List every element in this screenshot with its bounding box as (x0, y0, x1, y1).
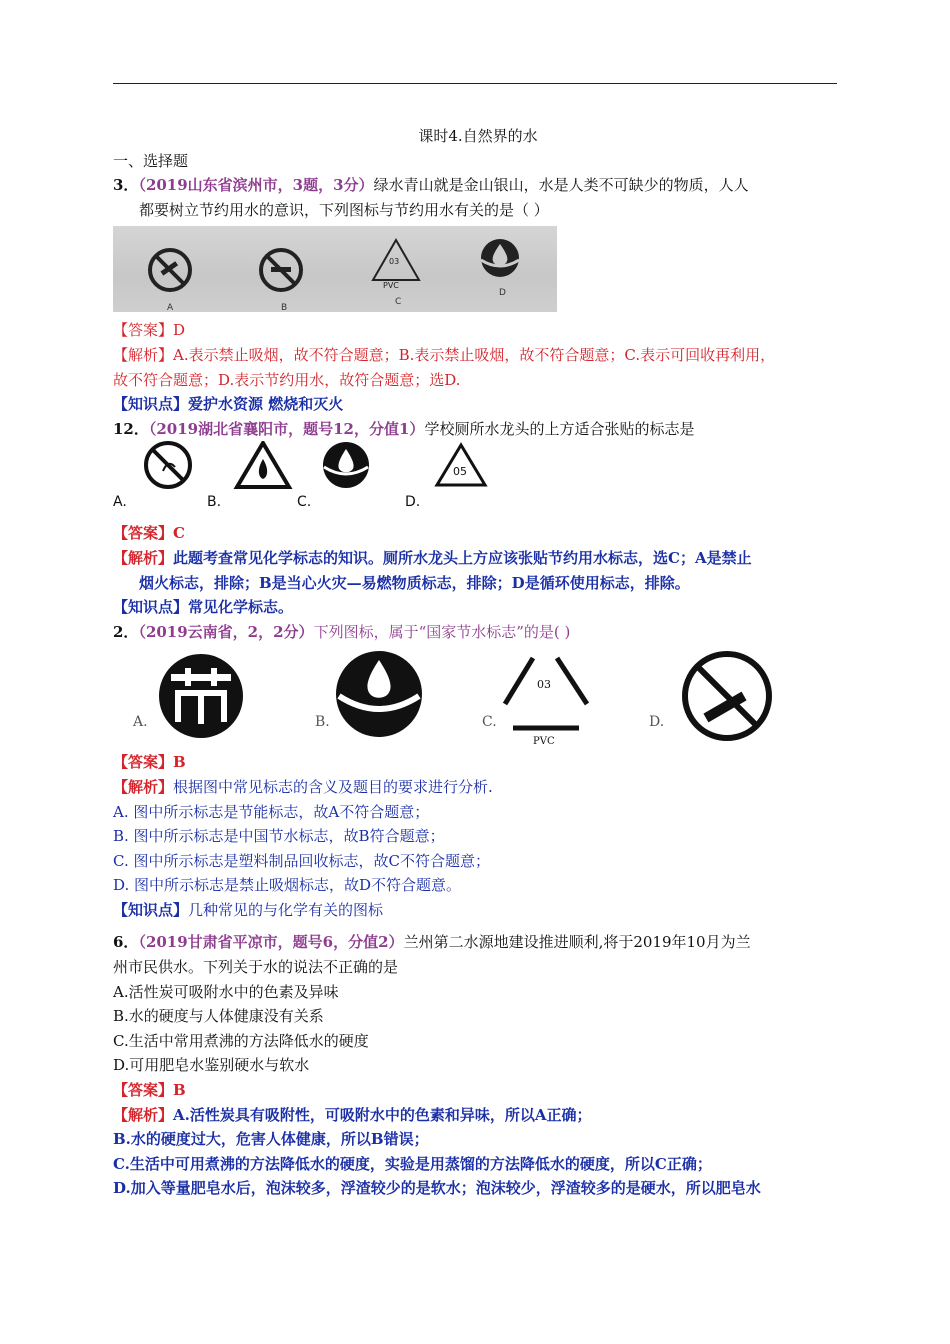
q4-answer-value: B (173, 1081, 186, 1100)
q3-kp-tag: 【知识点】 (113, 900, 189, 919)
q3-analysis-line-c: C. 图中所示标志是塑料制品回收标志，故C不符合题意； (113, 851, 490, 870)
q1-answer-tag: 【答案】 (113, 321, 174, 340)
q4-analysis-line-a: A.活性炭具有吸附性，可吸附水中的色素和异味，所以A正确； (173, 1105, 592, 1124)
q1-number: 3． (113, 176, 139, 195)
q2-option-c: C. (297, 494, 312, 511)
q1-stem (113, 173, 843, 198)
q2-knowledge (113, 595, 843, 620)
q1-photo-icon-text-pvc: PVC (383, 281, 399, 291)
q3-analysis-line-d: D. 图中所示标志是禁止吸烟标志，故D不符合题意。 (113, 876, 462, 895)
no-smoking-icon-b (261, 250, 301, 290)
q3-option-c: C. (482, 714, 497, 731)
q3-recycle-text-pvc: PVC (533, 736, 555, 748)
q2-source: （2019湖北省襄阳市，题号12，分值1） (148, 419, 425, 438)
q3-kp: 几种常见的与化学有关的图标 (188, 900, 384, 919)
q2-recycle-number: 05 (453, 465, 467, 479)
q4-stem (113, 930, 843, 955)
header-rule (113, 83, 837, 84)
water-saving-icon-d (481, 239, 519, 277)
energy-saving-icon (159, 654, 243, 738)
q2-analysis-line2: 烟火标志，排除；B是当心火灾—易燃物质标志，排除；D是循环使用标志，排除。 (139, 573, 690, 592)
q2-icons (113, 441, 843, 521)
q2-stem-text: 学校厕所水龙头的上方适合张贴的标志是 (424, 419, 695, 438)
q1-knowledge (113, 392, 843, 417)
q1-photo-label-d: D (499, 288, 506, 299)
q1-analysis-line2: 故不符合题意；D.表示节约用水，故符合题意；选D. (113, 370, 461, 389)
q1-analysis-line1: A.表示禁止吸烟，故不符合题意；B.表示禁止吸烟，故不符合题意；C.表示可回收再利用， (173, 345, 776, 364)
q4-source: （2019甘肃省平凉市，题号6，分值2） (138, 933, 404, 952)
q4-option-a: A.活性炭可吸附水中的色素及异味 (113, 982, 339, 1001)
q3-option-a: A. (133, 714, 148, 731)
q1-photo (113, 226, 557, 312)
q2-option-a: A. (113, 494, 127, 511)
china-water-saving-icon (336, 651, 422, 737)
q2-analysis-line1: 此题考查常见化学标志的知识。厕所水龙头上方应该张贴节约用水标志，选C；A是禁止 (173, 548, 752, 567)
q1-stem-line1: 绿水青山就是金山银山，水是人类不可缺少的物质，人人 (373, 176, 749, 195)
q2-option-b: B. (207, 494, 222, 511)
q3-answer (113, 750, 843, 775)
q4-analysis-tag: 【解析】 (113, 1105, 174, 1124)
q1-answer-value: D (173, 321, 186, 340)
q2-answer-value: C (173, 524, 185, 543)
q1-answer (113, 318, 843, 343)
q4-option-c: C.生活中常用煮沸的方法降低水的硬度 (113, 1031, 369, 1050)
q4-answer-tag: 【答案】 (113, 1081, 174, 1100)
no-fire-icon (146, 443, 190, 487)
q4-number: 6． (113, 933, 139, 952)
no-smoking-icon (685, 654, 769, 738)
water-saving-icon (323, 442, 369, 488)
q3-analysis-line-b: B. 图中所示标志是中国节水标志，故B符合题意； (113, 827, 445, 846)
q4-option-d: D.可用肥皂水鉴别硬水与软水 (113, 1056, 310, 1075)
q4-analysis-line-d: D.加入等量肥皂水后，泡沫较多，浮渣较少的是软水；泡沫较少，浮渣较多的是硬水，所以肥皂水 (113, 1179, 761, 1198)
q4-analysis-line-c: C.生活中可用煮沸的方法降低水的硬度，实验是用蒸馏的方法降低水的硬度，所以C正确； (113, 1154, 712, 1173)
q3-knowledge (113, 898, 843, 923)
q3-icon-row (113, 644, 843, 750)
document-page (113, 124, 843, 1201)
q1-stem-line2: 都要树立节约用水的意识，下列图标与节约用水有关的是（ ） (139, 200, 549, 219)
q2-kp-tag: 【知识点】 (113, 598, 189, 617)
q3-icons (113, 644, 843, 750)
q4-option-b: B.水的硬度与人体健康没有关系 (113, 1007, 324, 1026)
q4-answer (113, 1078, 843, 1103)
q3-stem (113, 620, 843, 645)
q3-analysis-text: 根据图中常见标志的含义及题目的要求进行分析. (173, 777, 493, 796)
q1-analysis (113, 343, 843, 368)
q3-analysis-tag: 【解析】 (113, 777, 174, 796)
q2-icon-row (113, 441, 843, 521)
q1-kp-tag: 【知识点】 (113, 395, 189, 414)
q3-analysis-line-a: A. 图中所示标志是节能标志，故A不符合题意； (113, 802, 430, 821)
q4-stem-line1: 兰州第二水源地建设推进顺利,将于2019年10月为兰 (403, 933, 751, 952)
lesson-title: 课时4.自然界的水 (418, 127, 538, 145)
q3-option-d: D. (649, 714, 665, 731)
q2-option-d: D. (405, 494, 421, 511)
q3-option-b: B. (315, 714, 330, 731)
q1-photo-label-c: C (395, 297, 402, 308)
q4-analysis-line-b: B.水的硬度过大，危害人体健康，所以B错误； (113, 1130, 429, 1149)
q2-kp: 常见化学标志。 (188, 598, 294, 617)
q3-analysis (113, 775, 843, 800)
q3-number: 2． (113, 622, 139, 641)
q1-kp: 爱护水资源 燃烧和灭火 (188, 395, 344, 414)
q3-source: （2019云南省，2，2分） (138, 622, 314, 641)
q2-analysis-tag: 【解析】 (113, 548, 174, 567)
q4-analysis (113, 1103, 843, 1128)
q1-analysis-tag: 【解析】 (113, 345, 174, 364)
flammable-warning-icon (237, 443, 289, 487)
q3-stem-text: 下列图标，属于“国家节水标志”的是( ) (313, 622, 571, 641)
plastic-recycle-icon (505, 658, 587, 728)
q3-recycle-text-03: 03 (537, 678, 551, 692)
q4-stem-line2: 州市民供水。下列关于水的说法不正确的是 (113, 958, 399, 977)
q1-photo-label-a: A (167, 303, 174, 314)
section-heading: 一、选择题 (113, 151, 189, 170)
q1-photo-icons (113, 226, 557, 312)
q2-answer (113, 521, 843, 546)
no-smoking-icon-a (150, 250, 190, 290)
q2-stem (113, 417, 843, 442)
q3-answer-value: B (173, 753, 186, 772)
q2-analysis (113, 546, 843, 571)
q1-photo-label-b: B (281, 303, 288, 314)
q2-number: 12． (113, 419, 149, 438)
q2-answer-tag: 【答案】 (113, 524, 174, 543)
q3-answer-tag: 【答案】 (113, 753, 174, 772)
q1-photo-icon-text-03: 03 (389, 257, 400, 267)
q1-source: （2019山东省滨州市，3题，3分） (138, 176, 374, 195)
